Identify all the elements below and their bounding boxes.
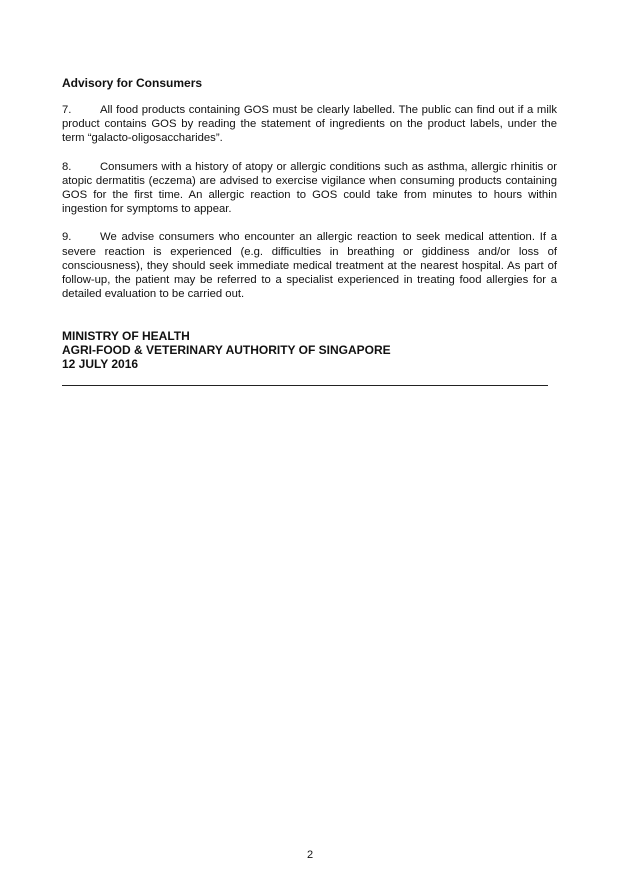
paragraph-7 — [62, 103, 557, 146]
paragraph-text: Consumers with a history of atopy or allergic conditions such as asthma, allergic rhinitis or atopic dermatitis (eczema) are advised to exercise vigilance when consuming products containing GOS for the first time. An allergic reaction to GOS could take from minutes to hours within ingestion for symptoms to appear. — [62, 160, 557, 216]
paragraph-number: 9. — [62, 231, 72, 244]
signature-date: 12 JULY 2016 — [62, 357, 139, 372]
page-number: 2 — [306, 849, 314, 861]
paragraph-8 — [62, 160, 557, 217]
horizontal-rule — [62, 385, 548, 386]
paragraph-text: We advise consumers who encounter an allergic reaction to seek medical attention. If a severe reaction is experienced (e.g. difficulties in breathing or giddiness and/or loss of consciousness), they should seek immediate medical treatment at the nearest hospital. As part of follow-up, the patient may be referred to a specialist experienced in treating food allergies for a detailed evaluation to be carried out. — [62, 231, 557, 301]
page-content — [62, 76, 557, 386]
paragraph-number: 8. — [62, 160, 72, 173]
paragraph-text: All food products containing GOS must be clearly labelled. The public can find out if a milk product contains GOS by reading the statement of ingredients on the product labels, under the term “galacto-oligosaccharides”. — [62, 104, 557, 145]
paragraph-9 — [62, 230, 557, 301]
signature-authority: AGRI-FOOD & VETERINARY AUTHORITY OF SINGAPORE — [62, 343, 391, 358]
section-heading: Advisory for Consumers — [62, 76, 203, 90]
signature-block — [62, 329, 557, 371]
paragraph-number: 7. — [62, 104, 72, 116]
signature-ministry: MINISTRY OF HEALTH — [62, 329, 190, 344]
